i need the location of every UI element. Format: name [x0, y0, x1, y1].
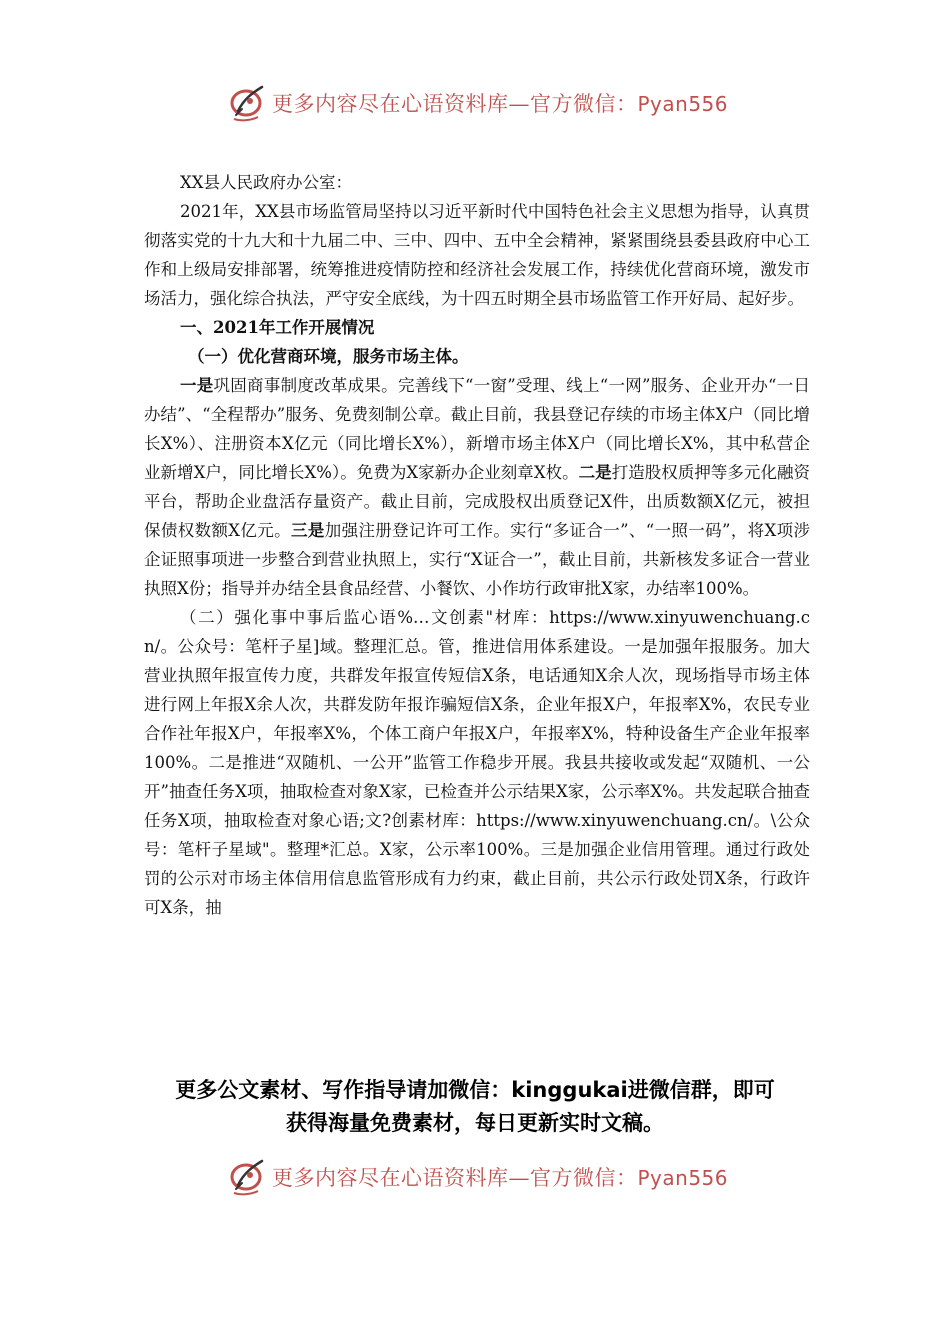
salutation: XX县人民政府办公室：: [180, 173, 352, 192]
header-banner: [0, 78, 950, 128]
intro-paragraph: 2021年，XX县市场监管局坚持以习近平新时代中国特色社会主义思想为指导，认真贯彻落实党的十九大和十九届二中、三中、四中、五中全会精神，紧紧围绕县委县政府中心工作和上级局安排部署，统筹推进疫情防控和经济社会发展工作，持续优化营商环境，激发市场活力，强化综合执法，严守安全底线，为十四五时期全县市场监管工作开好局、起好步。: [144, 202, 810, 308]
point-text: 加强注册登记许可工作。实行“多证合一”、“一照一码”，将X项涉企证照事项进一步整合到营业执照上，实行“X证合一”，截止目前，共新核发多证合一营业执照X份；指导并办结全县食品经营、小餐饮、小作坊行政审批X家，办结率100%。: [144, 521, 810, 598]
promo-line: 获得海量免费素材，每日更新实时文稿。: [286, 1111, 664, 1135]
footer-banner: [0, 1152, 950, 1202]
banner-wechat-id: Pyan556: [637, 1166, 729, 1190]
promo-notice: [140, 1074, 810, 1140]
subsection-paragraph: [144, 371, 810, 603]
point-label: 三是: [290, 521, 325, 540]
subsection-paragraph-2: （二）强化事中事后监心语%…文创素"材库：https://www.xinyuwenchuang.cn/。公众号：笔杆子星]域。整理汇总。管，推进信用体系建设。一是加强年报服务。加大营业执照年报宣传力度，共群发年报宣传短信X条，电话通知X余人次，现场指导市场主体进行网上年报X余人次，共群发防年报诈骗短信X条，企业年报X户，年报率X%，农民专业合作社年报X户，年报率X%，个体工商户年报X户，年报率X%，特种设备生产企业年报率100%。二是推进“双随机、一公开”监管工作稳步开展。我县共接收或发起“双随机、一公开”抽查任务X项，抽取检查对象X家，已检查并公示结果X家，公示率X%。共发起联合抽查任务X项，抽取检查对象心语;文?创素材库：https://www.xinyuwenchuang.cn/。\公众号：笔杆子星域"。整理*汇总。X家，公示率100%。三是加强企业信用管理。通过行政处罚的公示对市场主体信用信息监管形成有力约束，截止目前，共公示行政处罚X条，行政许可X条，抽: [144, 608, 810, 917]
banner-wechat-id: Pyan556: [637, 92, 729, 116]
point-text: 打造股权质押等多元化融资平台，帮助企业盘活存量资产。截止目前，完成股权出质登记X件，出质数额X亿元，被担保债权数额X亿元。: [144, 463, 811, 540]
banner-brand-text: 更多内容尽在心语资料库—官方微信：Pyan556: [272, 92, 729, 116]
banner-brand-text: 更多内容尽在心语资料库—官方微信：Pyan556: [272, 1166, 729, 1190]
section-heading: 一、2021年工作开展情况: [180, 318, 375, 337]
pen-swirl-logo-icon: [228, 81, 268, 125]
document-body: [144, 168, 810, 922]
point-text: 巩固商事制度改革成果。完善线下“一窗”受理、线上“一网”服务、企业开办“一日办结”、“全程帮办”服务、免费刻制公章。截止目前，我县登记存续的市场主体X户（同比增长X%）、注册资本X亿元（同比增长X%），新增市场主体X户（同比增长X%，其中私营企业新增X户，同比增长X%）。免费为X家新办企业刻章X枚。: [144, 376, 810, 482]
pen-swirl-logo-icon: [228, 1155, 268, 1199]
point-label: 二是: [578, 463, 612, 482]
point-label: 一是: [180, 376, 214, 395]
subsection-heading: （一）优化营商环境，服务市场主体。: [188, 347, 469, 366]
promo-line: 更多公文素材、写作指导请加微信：kinggukai进微信群，即可: [175, 1078, 775, 1102]
